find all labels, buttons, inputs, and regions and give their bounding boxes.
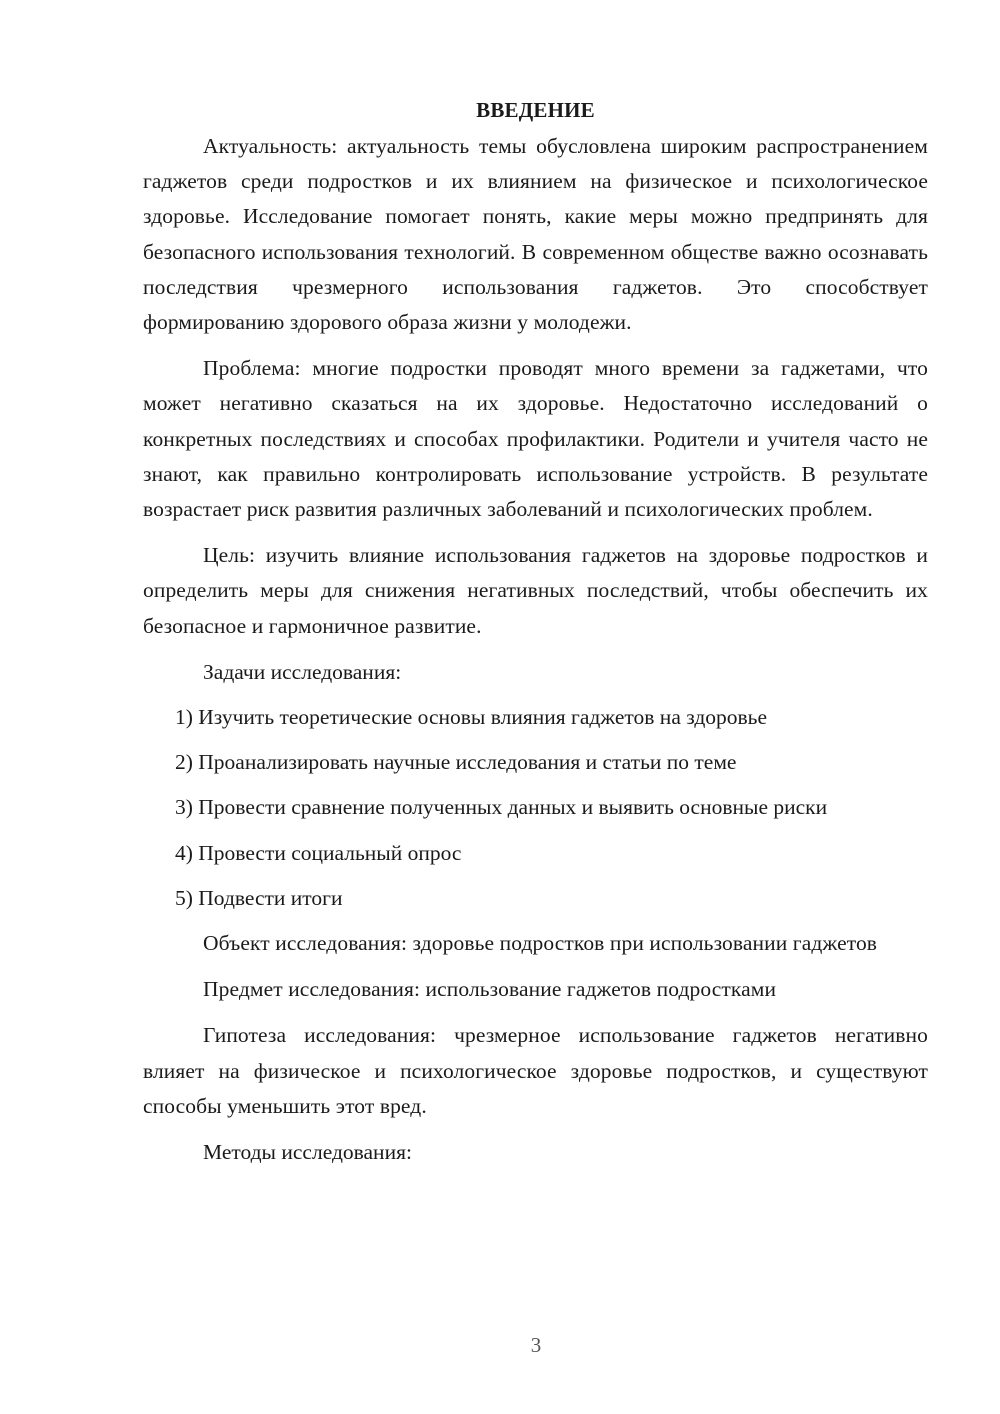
tasks-list: [143, 700, 928, 916]
list-item: 2) Проанализировать научные исследования и статьи по теме: [175, 750, 737, 775]
section-heading: ВВЕДЕНИЕ: [476, 98, 595, 122]
hypothesis-paragraph: Гипотеза исследования: чрезмерное использование гаджетов негативно влияет на физическое и психологическое здоровье подростков, и существуют способы уменьшить этот вред.: [143, 1023, 928, 1118]
problem-paragraph: Проблема: многие подростки проводят много времени за гаджетами, что может негативно сказаться на их здоровье. Недостаточно исследований о конкретных последствиях и способах профилактики. Родители и учителя часто не знают, как правильно контролировать использование устройств. В результате возрастает риск развития различных заболеваний и психологических проблем.: [143, 356, 928, 522]
subject-paragraph: Предмет исследования: использование гаджетов подростками: [203, 977, 777, 1002]
list-item: 5) Подвести итоги: [175, 885, 343, 910]
list-item: 3) Провести сравнение полученных данных и выявить основные риски: [175, 795, 828, 820]
goal-paragraph: Цель: изучить влияние использования гаджетов на здоровье подростков и определить меры для снижения негативных последствий, чтобы обеспечить их безопасное и гармоничное развитие.: [143, 543, 928, 638]
page-number: 3: [530, 1333, 542, 1357]
list-item: 1) Изучить теоретические основы влияния гаджетов на здоровье: [175, 705, 768, 730]
document-page: [143, 92, 928, 1180]
methods-heading: Методы исследования:: [203, 1140, 412, 1165]
list-item: 4) Провести социальный опрос: [175, 840, 462, 865]
object-paragraph: Объект исследования: здоровье подростков при использовании гаджетов: [203, 931, 878, 956]
relevance-paragraph: Актуальность: актуальность темы обусловлена широким распространением гаджетов среди подростков и их влиянием на физическое и психологическое здоровье. Исследование помогает понять, какие меры можно предпринять для безопасного использования технологий. В современном обществе важно осознавать последствия чрезмерного использования гаджетов. Это способствует формированию здорового образа жизни у молодежи.: [143, 134, 928, 335]
tasks-heading: Задачи исследования:: [203, 659, 402, 684]
